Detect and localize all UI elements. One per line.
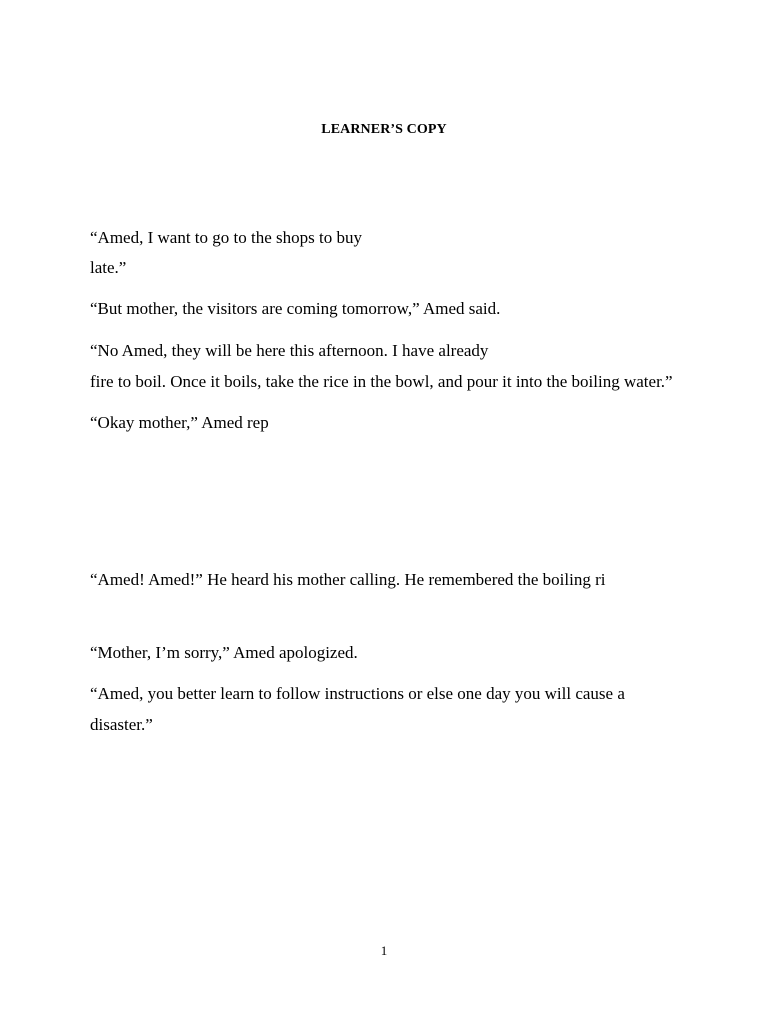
text-line: “Mother, I’m sorry,” Amed apologized. xyxy=(90,643,358,662)
text-line: disaster.” xyxy=(90,715,153,734)
text-line: “Amed, you better learn to follow instructions or else one day you will cause a xyxy=(90,684,625,703)
page-number: 1 xyxy=(380,943,388,958)
text-line: “No Amed, they will be here this afternoon. I have already xyxy=(90,341,489,360)
text-line: “Amed! Amed!” He heard his mother calling. He remembered the boiling ri xyxy=(90,570,606,589)
document-title: LEARNER’S COPY xyxy=(321,122,447,137)
text-line: “Okay mother,” Amed rep xyxy=(90,413,269,432)
text-line: “But mother, the visitors are coming tomorrow,” Amed said. xyxy=(90,299,501,318)
text-line: “Amed, I want to go to the shops to buy xyxy=(90,228,362,247)
text-line: late.” xyxy=(90,258,127,277)
text-line: fire to boil. Once it boils, take the rice in the bowl, and pour it into the boiling water.” xyxy=(90,372,673,391)
